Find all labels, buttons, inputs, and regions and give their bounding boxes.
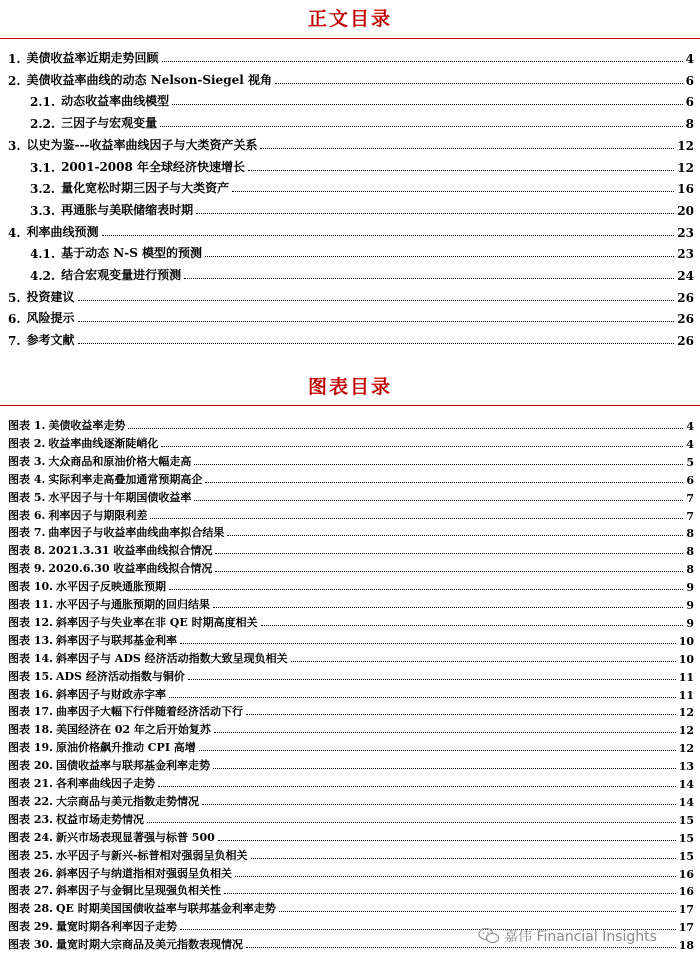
- entry-number: 1.: [8, 52, 21, 66]
- leader-dots: [261, 624, 684, 626]
- leader-dots: [78, 299, 675, 301]
- entry-page: 6: [686, 473, 694, 487]
- entry-page: 17: [678, 903, 694, 917]
- entry-page: 8: [686, 545, 694, 559]
- entry-title: 斜率因子与财政赤字率: [55, 687, 166, 701]
- entry-title: 利率因子与期限利差: [48, 508, 148, 522]
- entry-page: 12: [678, 706, 694, 720]
- entry-number: 3.: [8, 138, 21, 153]
- entry-number: 4.: [8, 225, 21, 240]
- entry-title: 美债收益率曲线的动态 Nelson-Siegel 视角: [26, 72, 272, 87]
- entry-page: 16: [678, 867, 694, 881]
- leader-dots: [227, 534, 683, 536]
- entry-number: 图表 22.: [8, 794, 53, 808]
- entry-page: 9: [686, 581, 694, 595]
- leader-dots: [224, 892, 676, 894]
- toc-entry[interactable]: [30, 178, 694, 196]
- entry-title: 三因子与宏观变量: [61, 116, 158, 131]
- entry-title: 2020.6.30 收益率曲线拟合情况: [48, 562, 213, 576]
- leader-dots: [161, 445, 683, 447]
- entry-number: 7.: [8, 334, 21, 349]
- leader-dots: [78, 320, 675, 322]
- entry-number: 图表 28.: [8, 902, 53, 916]
- entry-page: 12: [677, 160, 694, 175]
- leader-dots: [251, 857, 676, 859]
- toc-entry[interactable]: [8, 792, 694, 809]
- toc-entry[interactable]: [8, 828, 694, 845]
- toc-entry[interactable]: [8, 135, 694, 153]
- leader-dots: [275, 82, 683, 84]
- entry-number: 图表 16.: [8, 687, 53, 701]
- entry-title: 各利率曲线因子走势: [55, 777, 155, 790]
- entry-number: 图表 10.: [8, 580, 53, 594]
- entry-page: 15: [678, 813, 694, 827]
- entry-title: 美债收益率近期走势回顾: [26, 51, 159, 65]
- entry-title: 参考文献: [26, 333, 75, 348]
- entry-page: 17: [678, 921, 694, 935]
- entry-number: 2.: [8, 73, 21, 88]
- entry-title: 曲率因子大幅下行伴随着经济活动下行: [55, 705, 243, 719]
- leader-dots: [232, 190, 674, 192]
- entry-number: 5.: [8, 290, 21, 305]
- toc-entry[interactable]: [8, 70, 694, 88]
- leader-dots: [188, 678, 676, 680]
- entry-number: 图表 24.: [8, 830, 53, 844]
- toc-entry[interactable]: [8, 846, 694, 863]
- leader-dots: [160, 125, 683, 127]
- entry-page: 11: [678, 688, 694, 702]
- toc-entry[interactable]: [8, 434, 694, 451]
- entry-number: 图表 17.: [8, 705, 53, 719]
- leader-dots: [215, 552, 683, 554]
- toc-entry[interactable]: [8, 452, 694, 469]
- entry-page: 13: [678, 760, 694, 774]
- entry-number: 图表 9.: [8, 562, 46, 576]
- leader-dots: [260, 147, 674, 149]
- entry-number: 图表 8.: [8, 544, 46, 558]
- leader-dots: [102, 234, 675, 236]
- leader-dots: [246, 946, 676, 948]
- entry-page: 11: [678, 670, 694, 684]
- toc-entry[interactable]: [8, 810, 694, 827]
- leader-dots: [150, 517, 683, 519]
- entry-title: 大众商品和原油价格大幅走高: [48, 454, 192, 468]
- toc-entry[interactable]: [30, 243, 694, 261]
- entry-title: 斜率因子与联邦基金利率: [55, 633, 177, 647]
- leader-dots: [213, 767, 676, 769]
- entry-title: 量宽时期大宗商品及美元指数表现情况: [55, 938, 243, 952]
- leader-dots: [194, 499, 683, 501]
- entry-title: 曲率因子与收益率曲线曲率拟合结果: [48, 526, 225, 540]
- entry-number: 图表 12.: [8, 615, 53, 629]
- entry-title: 大宗商品与美元指数走势情况: [55, 794, 199, 808]
- entry-number: 图表 11.: [8, 598, 53, 611]
- entry-title: 水平因子与十年期国债收益率: [48, 490, 192, 504]
- entry-title: 斜率因子与失业率在非 QE 时期高度相关: [55, 615, 258, 629]
- entry-number: 3.2.: [30, 182, 56, 197]
- toc-entry[interactable]: [8, 506, 694, 523]
- entry-page: 6: [685, 95, 694, 110]
- entry-title: 2001-2008 年全球经济快速增长: [61, 159, 246, 174]
- entry-page: 4: [686, 420, 694, 433]
- leader-dots: [158, 785, 676, 787]
- toc-entry[interactable]: [8, 559, 694, 576]
- toc-entry[interactable]: [8, 541, 694, 558]
- toc-entry[interactable]: [8, 470, 694, 487]
- leader-dots: [169, 588, 683, 590]
- entry-number: 图表 3.: [8, 454, 46, 468]
- leader-dots: [213, 606, 683, 608]
- leader-dots: [194, 463, 683, 465]
- toc-entry[interactable]: [8, 899, 694, 916]
- toc-entry[interactable]: [8, 308, 694, 326]
- toc-entry[interactable]: [8, 720, 694, 737]
- entry-page: 7: [686, 491, 694, 505]
- entry-number: 图表 29.: [8, 920, 53, 934]
- toc-entry[interactable]: [8, 649, 694, 666]
- entry-title: 利率曲线预测: [26, 224, 99, 239]
- entry-title: 国债收益率与联邦基金利率走势: [55, 759, 210, 773]
- toc-entry[interactable]: [30, 265, 694, 283]
- entry-page: 6: [685, 73, 694, 88]
- entry-page: 12: [677, 138, 694, 153]
- leader-dots: [180, 642, 676, 644]
- leader-dots: [128, 427, 683, 429]
- leader-dots: [248, 169, 674, 171]
- toc-entry[interactable]: [8, 631, 694, 648]
- entry-title: 收益率曲线逐渐陡峭化: [48, 436, 159, 450]
- entry-title: 水平因子反映通胀预期: [55, 580, 166, 594]
- leader-dots: [202, 803, 676, 805]
- entry-number: 6.: [8, 312, 21, 327]
- entry-number: 图表 18.: [8, 723, 53, 737]
- entry-title: 斜率因子与 ADS 经济活动指数大致呈现负相关: [55, 651, 288, 665]
- entry-page: 10: [678, 634, 694, 648]
- toc-entry[interactable]: [30, 113, 694, 131]
- wechat-icon: [478, 927, 500, 945]
- entry-number: 图表 23.: [8, 812, 53, 826]
- entry-title: 权益市场走势情况: [55, 812, 144, 826]
- toc-entry[interactable]: [30, 157, 694, 175]
- entry-title: 再通胀与美联储缩表时期: [61, 202, 194, 217]
- entry-page: 14: [678, 778, 694, 791]
- entry-page: 8: [686, 527, 694, 541]
- toc-entry[interactable]: [8, 738, 694, 755]
- figures-title-divider: [0, 405, 700, 406]
- entry-title: 美债收益率走势: [48, 419, 126, 432]
- toc-entry[interactable]: [8, 488, 694, 505]
- leader-dots: [246, 713, 676, 715]
- entry-title: 斜率因子与纳道指相对强弱呈负相关: [55, 866, 232, 880]
- toc-entry[interactable]: [8, 613, 694, 630]
- entry-page: 26: [677, 312, 694, 327]
- entry-page: 15: [678, 831, 694, 845]
- leader-dots: [279, 910, 676, 912]
- leader-dots: [291, 660, 676, 662]
- entry-page: 20: [677, 203, 694, 218]
- leader-dots: [205, 255, 674, 257]
- entry-number: 图表 13.: [8, 633, 53, 647]
- entry-title: 水平因子与新兴-标普相对强弱呈负相关: [55, 848, 248, 862]
- entry-number: 图表 15.: [8, 669, 53, 683]
- entry-title: 投资建议: [26, 289, 75, 304]
- leader-dots: [169, 696, 676, 698]
- entry-number: 图表 5.: [8, 490, 46, 504]
- entry-page: 4: [685, 52, 694, 66]
- entry-title: 原油价格飙升推动 CPI 高增: [55, 741, 196, 755]
- entry-title: 新兴市场表现显著强与标普 500: [55, 830, 215, 844]
- entry-page: 4: [686, 437, 694, 451]
- entry-number: 4.1.: [30, 247, 56, 262]
- entry-title: 2021.3.31 收益率曲线拟合情况: [48, 544, 213, 558]
- leader-dots: [199, 749, 676, 751]
- entry-page: 12: [678, 724, 694, 738]
- toc-entry[interactable]: [8, 595, 694, 612]
- toc-entry[interactable]: [30, 91, 694, 109]
- entry-number: 图表 1.: [8, 419, 46, 432]
- entry-page: 7: [686, 509, 694, 523]
- entry-page: 8: [685, 117, 694, 132]
- entry-title: QE 时期美国国债收益率与联邦基金利率走势: [55, 902, 276, 916]
- entry-page: 24: [677, 269, 694, 283]
- toc-entry[interactable]: [8, 48, 694, 66]
- toc-entry[interactable]: [8, 330, 694, 348]
- leader-dots: [218, 839, 676, 841]
- toc-entry[interactable]: [8, 685, 694, 702]
- entry-title: 斜率因子与金铜比呈现强负相关性: [55, 884, 221, 898]
- entry-page: 10: [678, 652, 694, 666]
- entry-page: 8: [686, 563, 694, 577]
- toc-entry[interactable]: [8, 756, 694, 773]
- entry-number: 2.1.: [30, 95, 56, 110]
- entry-page: 12: [678, 742, 694, 756]
- entry-number: 图表 7.: [8, 526, 46, 540]
- entry-page: 9: [686, 599, 694, 612]
- entry-number: 3.3.: [30, 203, 56, 218]
- entry-number: 4.2.: [30, 269, 56, 283]
- toc-entry[interactable]: [8, 222, 694, 240]
- toc-title: 正文目录: [307, 8, 392, 30]
- entry-title: 基于动态 N-S 模型的预测: [61, 246, 203, 261]
- entry-number: 图表 19.: [8, 741, 53, 755]
- leader-dots: [235, 875, 676, 877]
- entry-page: 26: [677, 334, 694, 349]
- entry-page: 16: [677, 182, 694, 197]
- leader-dots: [196, 212, 674, 214]
- entry-page: 18: [678, 939, 694, 953]
- entry-page: 23: [677, 247, 694, 262]
- entry-number: 图表 2.: [8, 436, 46, 450]
- leader-dots: [147, 821, 676, 823]
- entry-number: 图表 25.: [8, 848, 53, 862]
- entry-title: 量化宽松时期三因子与大类资产: [61, 181, 230, 196]
- leader-dots: [78, 342, 675, 344]
- entry-title: 美国经济在 02 年之后开始复苏: [55, 723, 211, 737]
- entry-page: 9: [686, 616, 694, 630]
- entry-number: 图表 21.: [8, 777, 53, 790]
- entry-title: ADS 经济活动指数与铜价: [55, 669, 185, 683]
- entry-number: 图表 30.: [8, 938, 53, 952]
- toc-entry[interactable]: [8, 416, 694, 433]
- toc-title-divider: [0, 38, 700, 39]
- entry-number: 图表 6.: [8, 508, 46, 522]
- toc-entry[interactable]: [8, 774, 694, 791]
- entry-number: 3.1.: [30, 160, 56, 175]
- entry-title: 量宽时期各利率因子走势: [55, 920, 177, 934]
- entry-title: 实际利率走高叠加通常预期高企: [48, 472, 203, 486]
- entry-page: 23: [677, 225, 694, 240]
- entry-number: 图表 14.: [8, 651, 53, 665]
- entry-title: 风险提示: [26, 311, 75, 326]
- entry-title: 结合宏观变量进行预测: [61, 268, 182, 282]
- entry-page: 15: [678, 849, 694, 863]
- entry-title: 动态收益率曲线模型: [61, 94, 170, 109]
- entry-number: 图表 27.: [8, 884, 53, 898]
- leader-dots: [205, 481, 683, 483]
- entry-number: 图表 20.: [8, 759, 53, 773]
- figures-title: 图表目录: [307, 376, 392, 398]
- leader-dots: [162, 60, 683, 62]
- entry-number: 2.2.: [30, 117, 56, 132]
- toc-entry[interactable]: [8, 667, 694, 684]
- watermark: [478, 926, 657, 946]
- toc-entry[interactable]: [8, 864, 694, 881]
- entry-number: 图表 4.: [8, 472, 46, 486]
- entry-number: 图表 26.: [8, 866, 53, 880]
- leader-dots: [184, 277, 674, 279]
- toc-entry[interactable]: [8, 577, 694, 594]
- leader-dots: [172, 103, 683, 105]
- entry-title: 水平因子与通胀预期的回归结果: [55, 598, 210, 611]
- leader-dots: [215, 570, 683, 572]
- entry-title: 以史为鉴---收益率曲线因子与大类资产关系: [26, 137, 258, 152]
- entry-page: 16: [678, 885, 694, 899]
- toc-entry[interactable]: [8, 523, 694, 540]
- toc-entry[interactable]: [30, 200, 694, 218]
- toc-entry[interactable]: [8, 287, 694, 305]
- toc-entry[interactable]: [8, 702, 694, 719]
- entry-page: 26: [677, 290, 694, 305]
- toc-entry[interactable]: [8, 881, 694, 898]
- leader-dots: [214, 731, 676, 733]
- entry-page: 5: [686, 455, 694, 469]
- watermark-text: 嘉伟 Financial Insights: [504, 929, 657, 945]
- entry-page: 14: [678, 795, 694, 809]
